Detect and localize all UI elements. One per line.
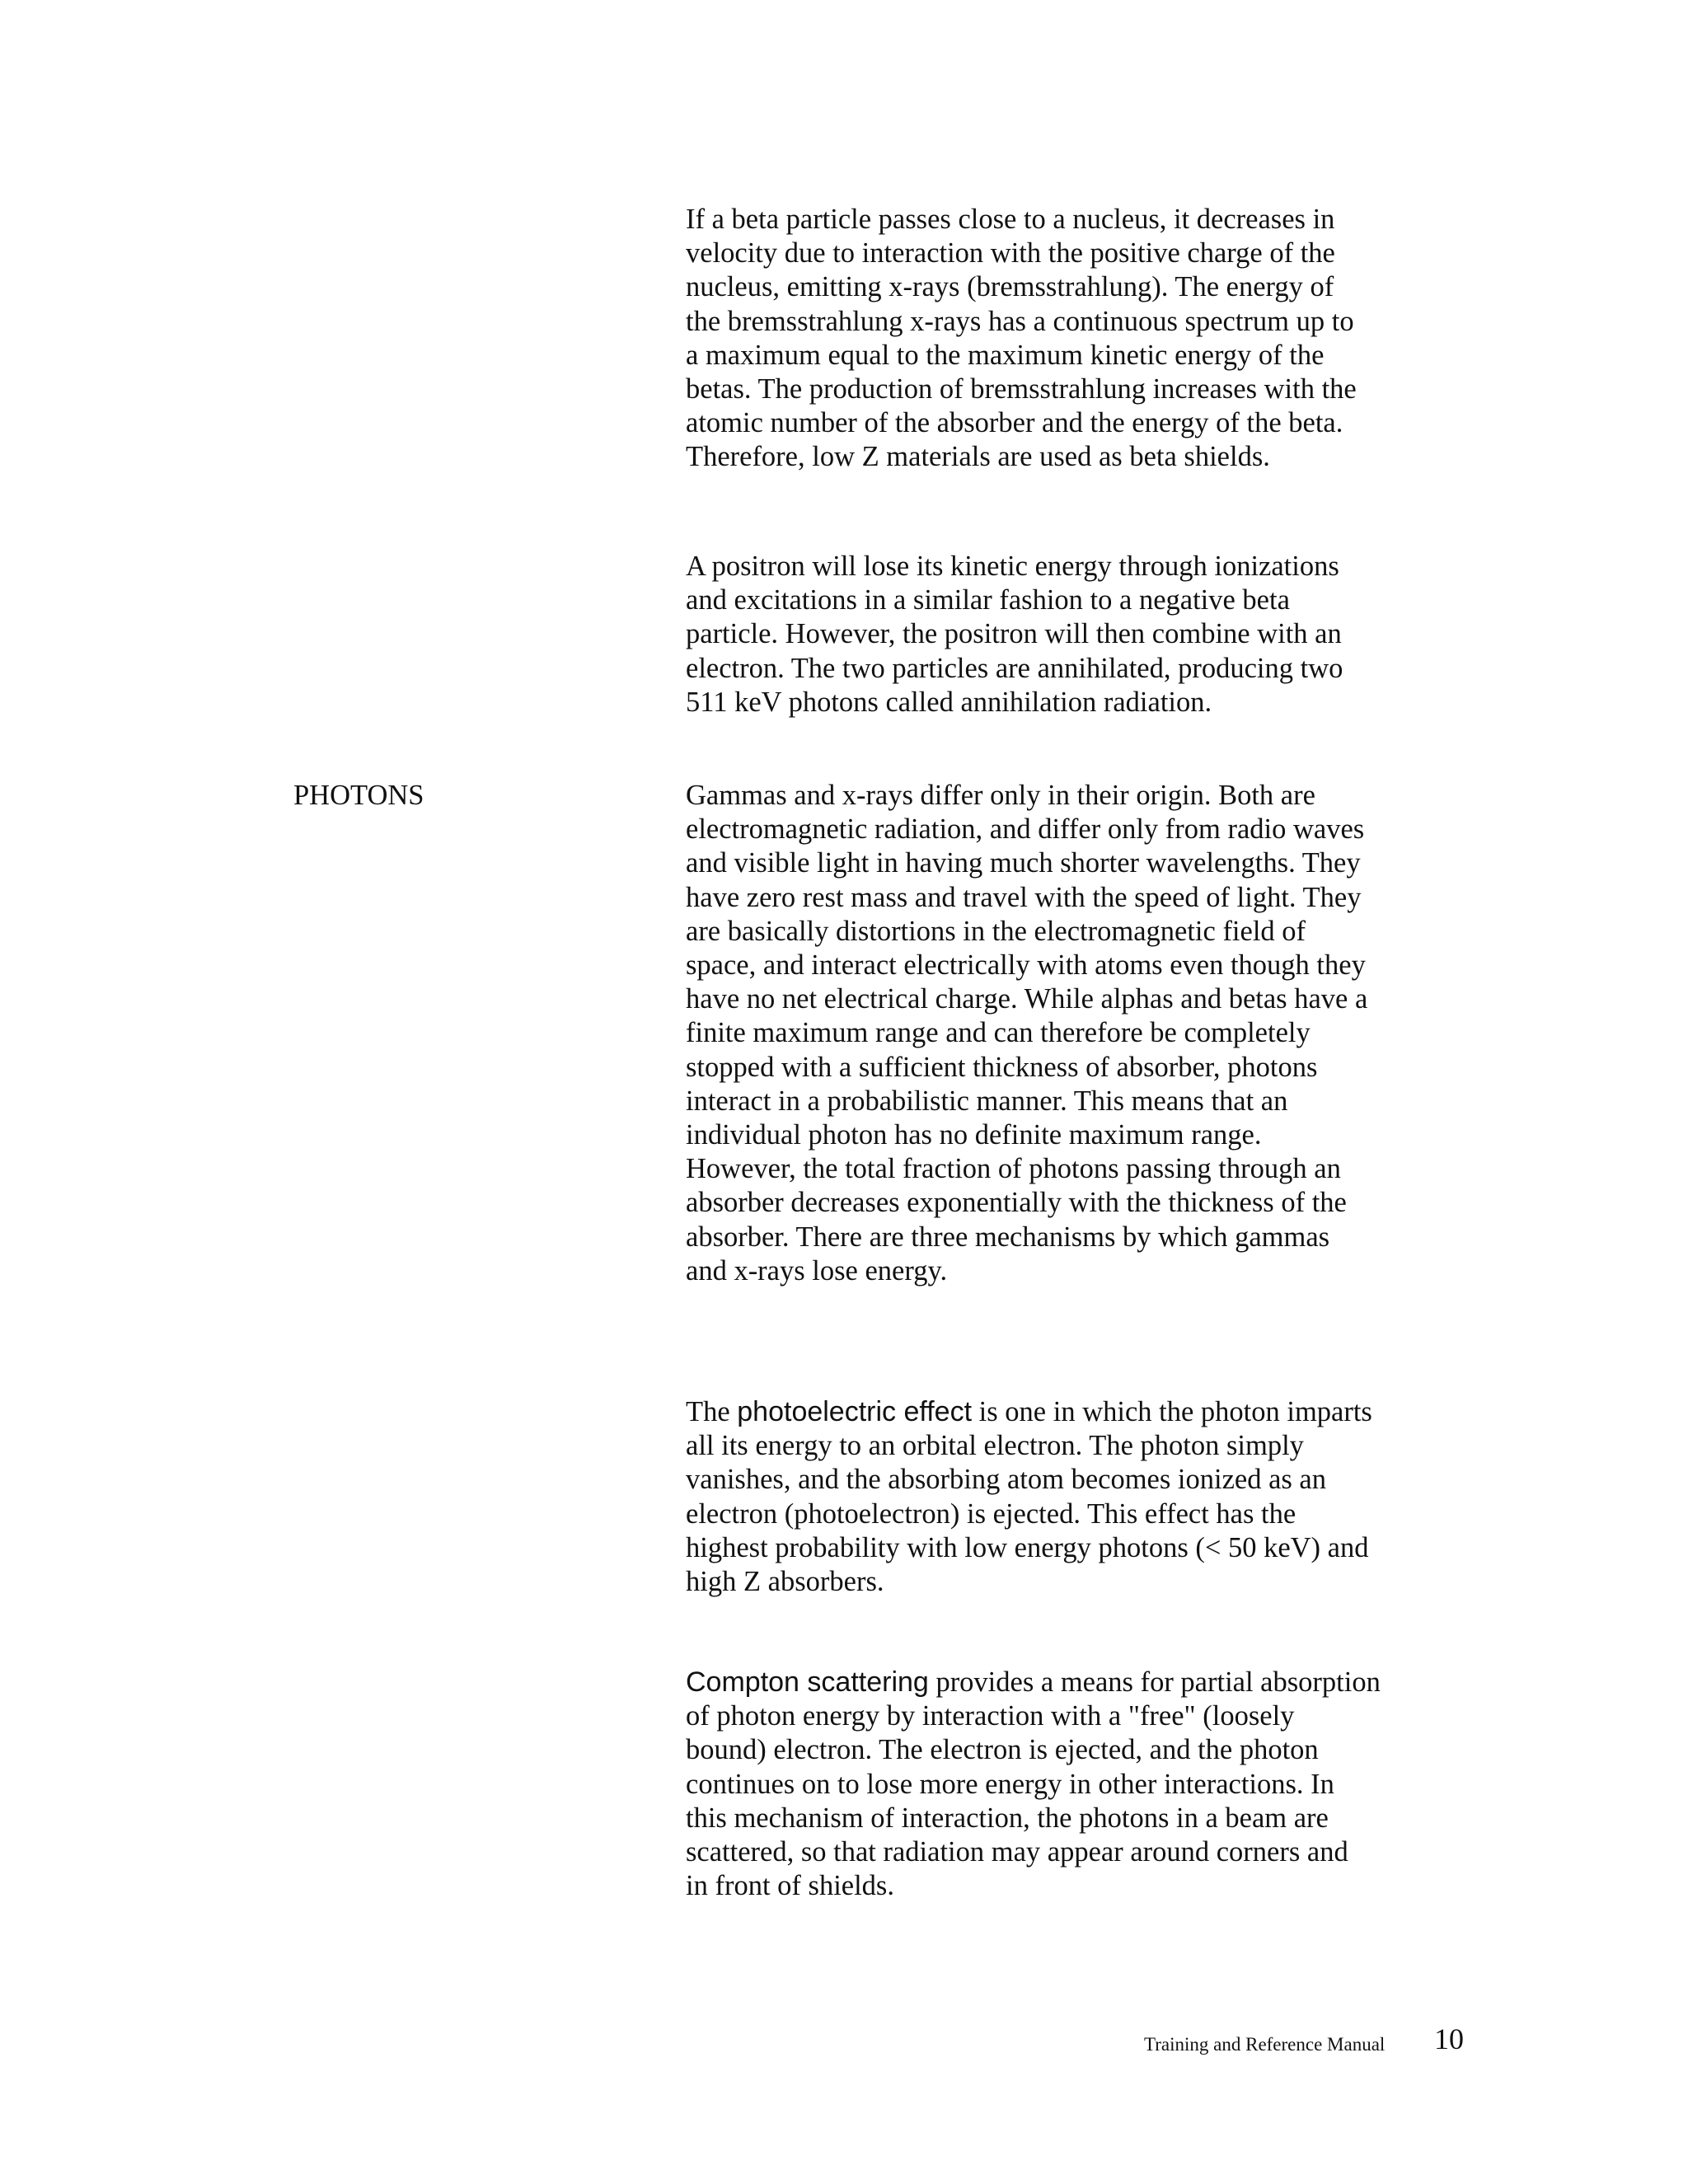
paragraph-body-text: is one in which the photon imparts all its energy to an orbital electron. The photon simply vanishes, and the absorbing atom becomes ionized as an electron (photoelectron) is ejected. This effect has the highest probability with low energy photons (< 50 keV) and high Z absorbers. bbox=[686, 1396, 1372, 1598]
paragraph-body-text: provides a means for partial absorption of photon energy by interaction with a "free" (loosely bound) electron. The electron is ejected, and the photon continues on to lose more energy in other interactions. In this mechanism of interaction, the photons in a beam are scattered, so that radiation may appear around corners and in front of shields. bbox=[686, 1666, 1381, 1902]
paragraph-photoelectric-effect bbox=[686, 1395, 1444, 1599]
section-heading-photons: PHOTONS bbox=[293, 780, 424, 811]
paragraph-compton-scattering bbox=[686, 1666, 1444, 1903]
term-compton-scattering: Compton scattering bbox=[686, 1666, 929, 1698]
footer-manual-title: Training and Reference Manual bbox=[1144, 2034, 1386, 2055]
term-photoelectric-effect: photoelectric effect bbox=[737, 1396, 973, 1427]
paragraph-bremsstrahlung: If a beta particle passes close to a nucleus, it decreases in velocity due to interaction with the positive charge of the nucleus, emitting x-rays (bremsstrahlung). The energy of the bremsstrahlung x-rays has a continuous spectrum up to a maximum equal to the maximum kinetic energy of the betas. The production of bremsstrahlung increases with the atomic number of the absorber and the energy of the beta. Therefore, low Z materials are used as beta shields. bbox=[686, 204, 1357, 473]
paragraph-lead-text: The bbox=[686, 1396, 738, 1427]
paragraph-positron: A positron will lose its kinetic energy through ionizations and excitations in a similar fashion to a negative beta particle. However, the positron will then combine with an electron. The two particles are annihilated, producing two 511 keV photons called annihilation radiation. bbox=[686, 551, 1343, 718]
page-number: 10 bbox=[1434, 2022, 1464, 2055]
page-footer bbox=[0, 2021, 1688, 2062]
paragraph-photons-intro: Gammas and x-rays differ only in their origin. Both are electromagnetic radiation, and differ only from radio waves and visible light in having much shorter wavelengths. They have zero rest mass and travel with the speed of light. They are basically distortions in the electromagnetic field of space, and interact electrically with atoms even though they have no net electrical charge. While alphas and betas have a finite maximum range and can therefore be completely stopped with a sufficient thickness of absorber, photons interact in a probabilistic manner. This means that an individual photon has no definite maximum range. However, the total fraction of photons passing through an absorber decreases exponentially with the thickness of the absorber. There are three mechanisms by which gammas and x-rays lose energy. bbox=[686, 780, 1368, 1286]
